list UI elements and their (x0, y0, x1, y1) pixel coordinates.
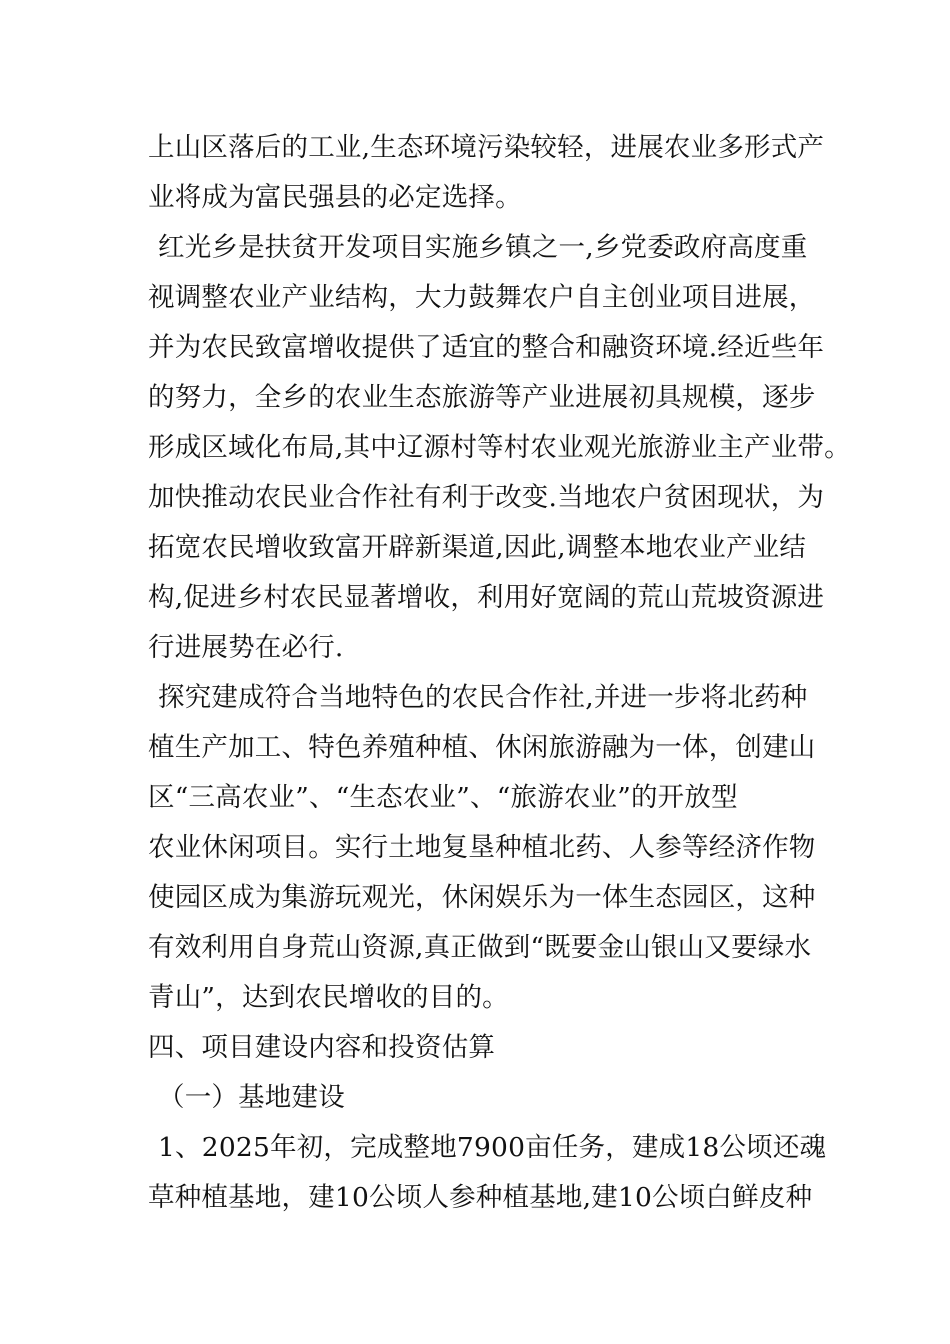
paragraph-line: 红光乡是扶贫开发项目实施乡镇之一,乡党委政府高度重 (158, 232, 808, 263)
paragraph-line: 形成区域化布局,其中辽源村等村农业观光旅游业主产业带。 (148, 432, 851, 463)
paragraph-line: 青山”，达到农民增收的目的。 (148, 982, 509, 1013)
paragraph-line: 构,促进乡村农民显著增收，利用好宽阔的荒山荒坡资源进 (148, 582, 825, 613)
paragraph-line: 探究建成符合当地特色的农民合作社,并进一步将北药种 (158, 682, 808, 713)
section-heading: 四、项目建设内容和投资估算 (148, 1032, 496, 1063)
paragraph-line: 植生产加工、特色养殖种植、休闲旅游融为一体，创建山 (148, 732, 816, 763)
paragraph-line: 1、2025年初，完成整地7900亩任务，建成18公顷还魂 (158, 1132, 827, 1163)
paragraph-line: 草种植基地，建10公顷人参种植基地,建10公顷白鲜皮种 (148, 1182, 813, 1213)
paragraph-line: 行进展势在必行. (148, 632, 344, 663)
paragraph-line: 的努力，全乡的农业生态旅游等产业进展初具规模，逐步 (148, 382, 816, 413)
paragraph-line: 并为农民致富增收提供了适宜的整合和融资环境.经近些年 (148, 332, 825, 363)
paragraph-line: 业将成为富民强县的必定选择。 (148, 182, 522, 213)
paragraph-line: 区“三高农业”、“生态农业”、“旅游农业”的开放型 (148, 782, 738, 813)
paragraph-line: 使园区成为集游玩观光，休闲娱乐为一体生态园区，这种 (148, 882, 816, 913)
paragraph-line: 加快推动农民业合作社有利于改变.当地农户贫困现状，为 (148, 482, 825, 513)
subsection-heading: （一）基地建设 (158, 1082, 345, 1113)
paragraph-line: 有效利用自身荒山资源,真正做到“既要金山银山又要绿水 (148, 932, 812, 963)
paragraph-line: 视调整农业产业结构，大力鼓舞农户自主创业项目进展， (148, 282, 816, 313)
paragraph-line: 上山区落后的工业,生态环境污染较轻，进展农业多形式产 (148, 132, 825, 163)
paragraph-line: 农业休闲项目。实行土地复垦种植北药、人参等经济作物 (148, 832, 816, 863)
paragraph-line: 拓宽农民增收致富开辟新渠道,因此,调整本地农业产业结 (148, 532, 807, 563)
